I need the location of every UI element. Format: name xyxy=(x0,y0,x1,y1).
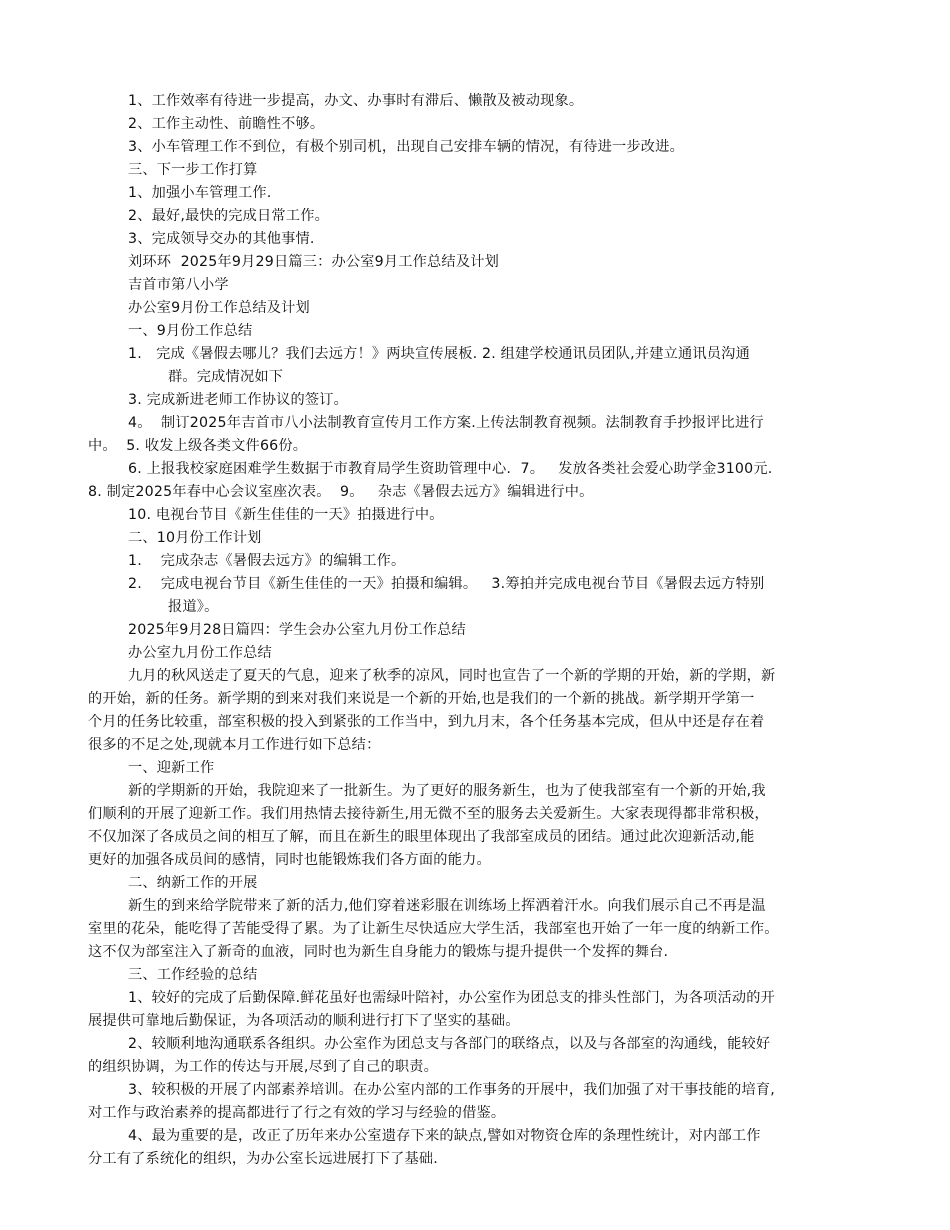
text-line: 4。 制订2025年吉首市八小法制教育宣传月工作方案.上传法制教育视频。法制教育手抄报评比进行 xyxy=(128,415,764,431)
text-line: 展提供可靠地后勤保证，为各项活动的顺利进行打下了坚实的基础。 xyxy=(88,1013,520,1029)
text-line: 的开始，新的任务。新学期的到来对我们来说是一个新的开始,也是我们的一个新的挑战。新学期开学第一 xyxy=(88,691,755,707)
text-line: 们顺利的开展了迎新工作。我们用热情去接待新生,用无微不至的服务去关爱新生。大家表现得都非常积极， xyxy=(88,806,769,822)
text-line: 10. 电视台节目《新生佳佳的一天》拍摄进行中。 xyxy=(128,507,444,523)
text-line: 1. 完成杂志《暑假去远方》的编辑工作。 xyxy=(128,553,406,569)
text-line: 4、最为重要的是，改正了历年来办公室遗存下来的缺点,譬如对物资仓库的条理性统计，对内部工作 xyxy=(128,1128,761,1144)
text-line: 一、9月份工作总结 xyxy=(128,323,253,339)
text-line: 的组织协调，为工作的传达与开展,尽到了自己的职责。 xyxy=(88,1059,439,1075)
text-line: 2、最好,最快的完成日常工作。 xyxy=(128,208,329,224)
text-line: 对工作与政治素养的提高都进行了行之有效的学习与经验的借鉴。 xyxy=(88,1105,506,1121)
text-line: 2025年9月28日篇四：学生会办公室九月份工作总结 xyxy=(128,622,466,638)
text-line: 3、小车管理工作不到位，有极个别司机，出现自己安排车辆的情况，有待进一步改进。 xyxy=(128,139,684,155)
text-line: 3. 完成新进老师工作协议的签订。 xyxy=(128,392,349,408)
text-line: 这不仅为部室注入了新奇的血液，同时也为新生自身能力的锻炼与提升提供一个发挥的舞台. xyxy=(88,944,669,960)
text-line: 一、迎新工作 xyxy=(128,760,215,776)
text-line: 1、加强小车管理工作. xyxy=(128,185,272,201)
text-line: 三、下一步工作打算 xyxy=(128,162,258,178)
text-line: 办公室9月份工作总结及计划 xyxy=(128,300,310,316)
text-line: 个月的任务比较重，部室积极的投入到紧张的工作当中，到九月末，各个任务基本完成，但从中还是存在着 xyxy=(88,714,765,730)
text-line: 很多的不足之处,现就本月工作进行如下总结： xyxy=(88,737,381,753)
text-line: 吉首市第八小学 xyxy=(128,277,229,293)
text-line: 新生的到来给学院带来了新的活力,他们穿着迷彩服在训练场上挥洒着汗水。向我们展示自己不再是温 xyxy=(128,898,766,914)
text-line: 1. 完成《暑假去哪儿？我们去远方！》两块宣传展板. 2. 组建学校通讯员团队,并建立通讯员沟通 xyxy=(128,346,750,362)
text-line: 6. 上报我校家庭困难学生数据于市教育局学生资助管理中心. 7。 发放各类社会爱心助学金3100元. xyxy=(128,461,773,477)
text-line: 不仅加深了各成员之间的相互了解，而且在新生的眼里体现出了我部室成员的团结。通过此次迎新活动,能 xyxy=(88,829,755,845)
text-line: 2、较顺利地沟通联系各组织。办公室作为团总支与各部门的联络点，以及与各部室的沟通线，能较好 xyxy=(128,1036,771,1052)
text-line: 新的学期新的开始，我院迎来了一批新生。为了更好的服务新生，也为了使我部室有一个新的开始,我 xyxy=(128,783,766,799)
text-line: 二、纳新工作的开展 xyxy=(128,875,258,891)
text-line: 分工有了系统化的组织，为办公室长远进展打下了基础. xyxy=(88,1151,439,1167)
text-line: 九月的秋风送走了夏天的气息，迎来了秋季的凉风，同时也宣告了一个新的学期的开始，新的学期，新 xyxy=(128,668,776,684)
text-line: 中。 5. 收发上级各类文件66份。 xyxy=(88,438,308,454)
text-line: 3、完成领导交办的其他事情. xyxy=(128,231,315,247)
text-line: 2、工作主动性、前瞻性不够。 xyxy=(128,116,325,132)
text-line: 三、工作经验的总结 xyxy=(128,967,258,983)
text-line: 二、10月份工作计划 xyxy=(128,530,262,546)
text-line: 1、较好的完成了后勤保障.鲜花虽好也需绿叶陪衬，办公室作为团总支的排头性部门，为各项活动的开 xyxy=(128,990,775,1006)
text-line: 群。完成情况如下 xyxy=(168,369,284,385)
text-line: 1、工作效率有待进一步提高，办文、办事时有滞后、懒散及被动现象。 xyxy=(128,93,584,109)
text-line: 2. 完成电视台节目《新生佳佳的一天》拍摄和编辑。 3.筹拍并完成电视台节目《暑假去远方特别 xyxy=(128,576,765,592)
text-line: 办公室九月份工作总结 xyxy=(128,645,272,661)
text-line: 室里的花朵，能吃得了苦能受得了累。为了让新生尽快适应大学生活，我部室也开始了一年一度的纳新工作。 xyxy=(88,921,779,937)
text-line: 刘环环 2025年9月29日篇三：办公室9月工作总结及计划 xyxy=(128,254,499,270)
text-line: 报道》。 xyxy=(168,599,219,615)
text-line: 3、较积极的开展了内部素养培训。在办公室内部的工作事务的开展中，我们加强了对干事技能的培育, xyxy=(128,1082,775,1098)
text-line: 8. 制定2025年春中心会议室座次表。 9。 杂志《暑假去远方》编辑进行中。 xyxy=(88,484,594,500)
text-line: 更好的加强各成员间的感情，同时也能锻炼我们各方面的能力。 xyxy=(88,852,491,868)
